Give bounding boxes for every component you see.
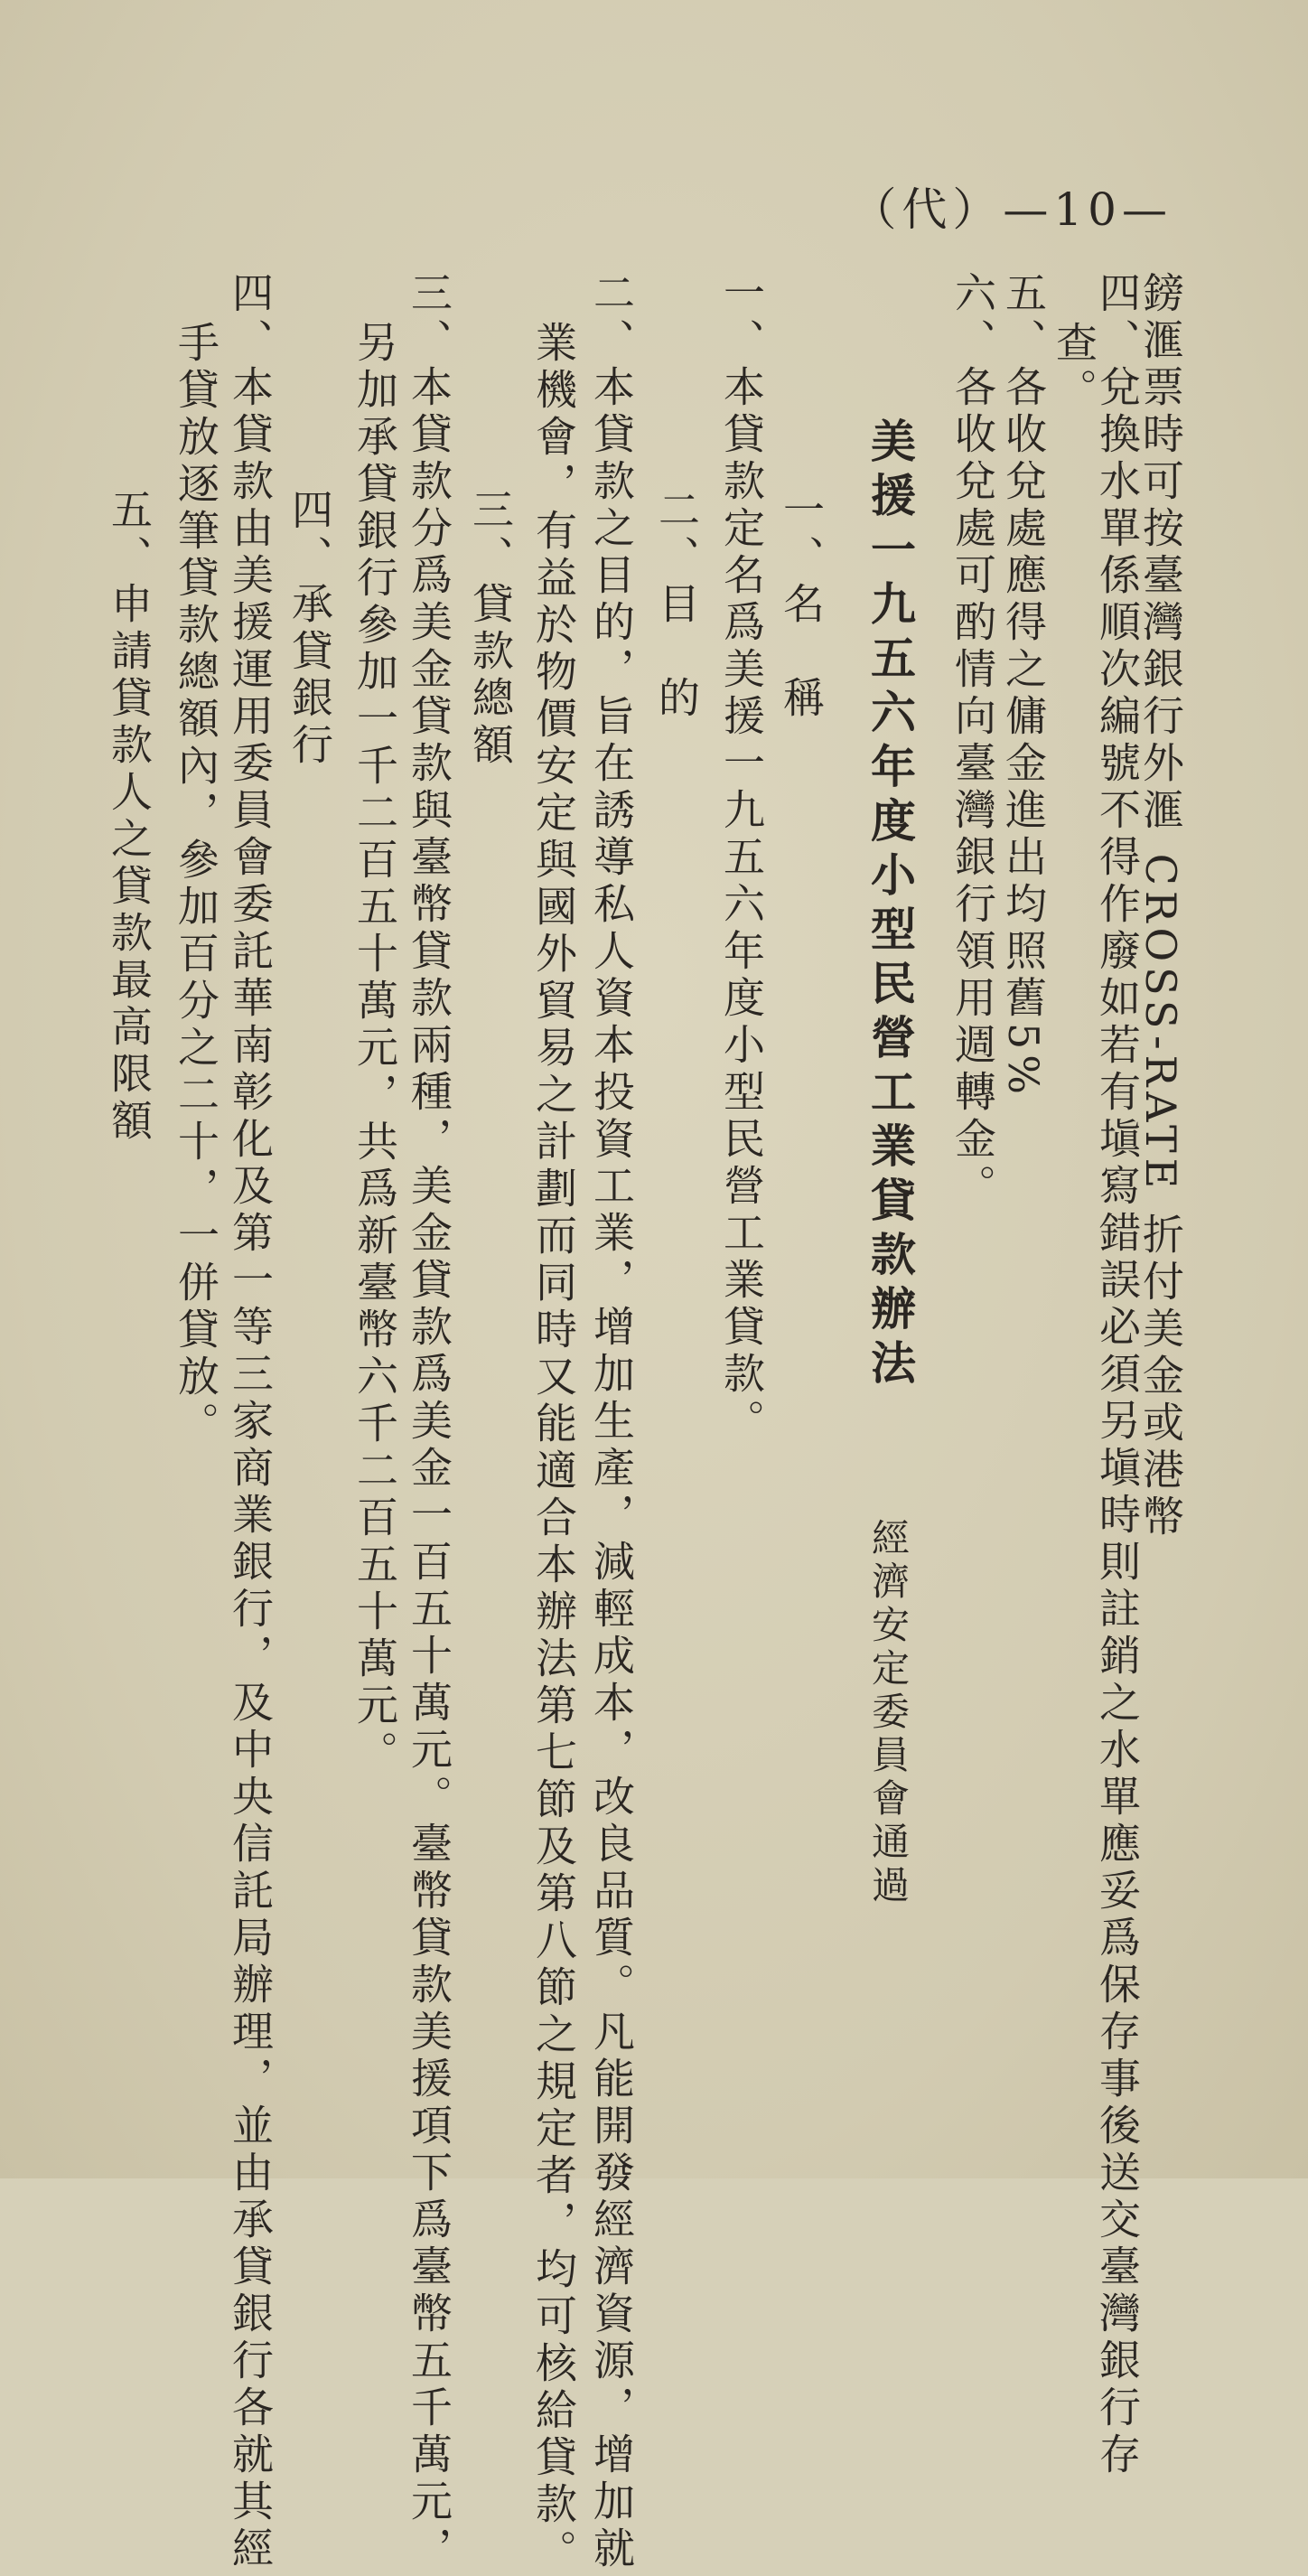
section-4-text-1: 四、本貸款由美援運用委員會委託華南彰化及第一等三家商業銀行，及中央信託局辦理，並由承貸銀行各就其經 bbox=[226, 271, 275, 2573]
section-2-text-2: 業機會，有益於物價安定與國外貿易之計劃而同時又能適合本辦法第七節及第八節之規定者，均可核給貸款。 bbox=[529, 321, 578, 2576]
section-1-heading: 一、名 稱 bbox=[777, 488, 826, 723]
section-2-heading: 二、目 的 bbox=[652, 488, 701, 723]
section-3-heading: 三、貸款總額 bbox=[466, 488, 515, 770]
section-2-text-1: 二、本貸款之目的，旨在誘導私人資本投資工業，增加生產，減輕成本，改良品質。凡能開發經濟資源，增加就 bbox=[587, 271, 636, 2573]
prev-line-1: 鎊滙票時可按臺灣銀行外滙 CROSS-RATE 折付美金或港幣 bbox=[1136, 271, 1185, 1541]
section-5-heading: 五、申請貸款人之貸款最高限額 bbox=[105, 488, 154, 1146]
section-3-text-1: 三、本貸款分爲美金貸款與臺幣貸款兩種，美金貸款爲美金一百五十萬元。臺幣貸款美援項下爲臺幣五千萬元， bbox=[405, 271, 453, 2573]
section-1-text: 一、本貸款定名爲美援一九五六年度小型民營工業貸款。 bbox=[717, 271, 766, 1446]
prev-line-3: 查。 bbox=[1050, 321, 1098, 415]
prev-line-5: 六、各收兌處可酌情向臺灣銀行領用週轉金。 bbox=[948, 271, 997, 1211]
page-number: （代）—10— bbox=[851, 183, 1173, 236]
document-title: 美援一九五六年度小型民營工業貸款辦法 bbox=[864, 417, 916, 1393]
section-4-text-2: 手貸放逐筆貸款總額內，參加百分之二十，一併貸放。 bbox=[172, 321, 220, 1448]
section-4-heading: 四、承貸銀行 bbox=[285, 488, 334, 770]
prev-line-2: 四、兌換水單係順次編號不得作廢如若有塡寫錯誤必須另塡時則註銷之水單應妥爲保存事後送交臺灣銀行存 bbox=[1093, 271, 1142, 2479]
prev-line-4: 五、各收兌處應得之傭金進出均照舊5% bbox=[999, 271, 1048, 1100]
approval-note: 經濟安定委員會通過 bbox=[866, 1518, 911, 1908]
section-3-text-2: 另加承貸銀行參加一千二百五十萬元，共爲新臺幣六千二百五十萬元。 bbox=[350, 321, 399, 1777]
